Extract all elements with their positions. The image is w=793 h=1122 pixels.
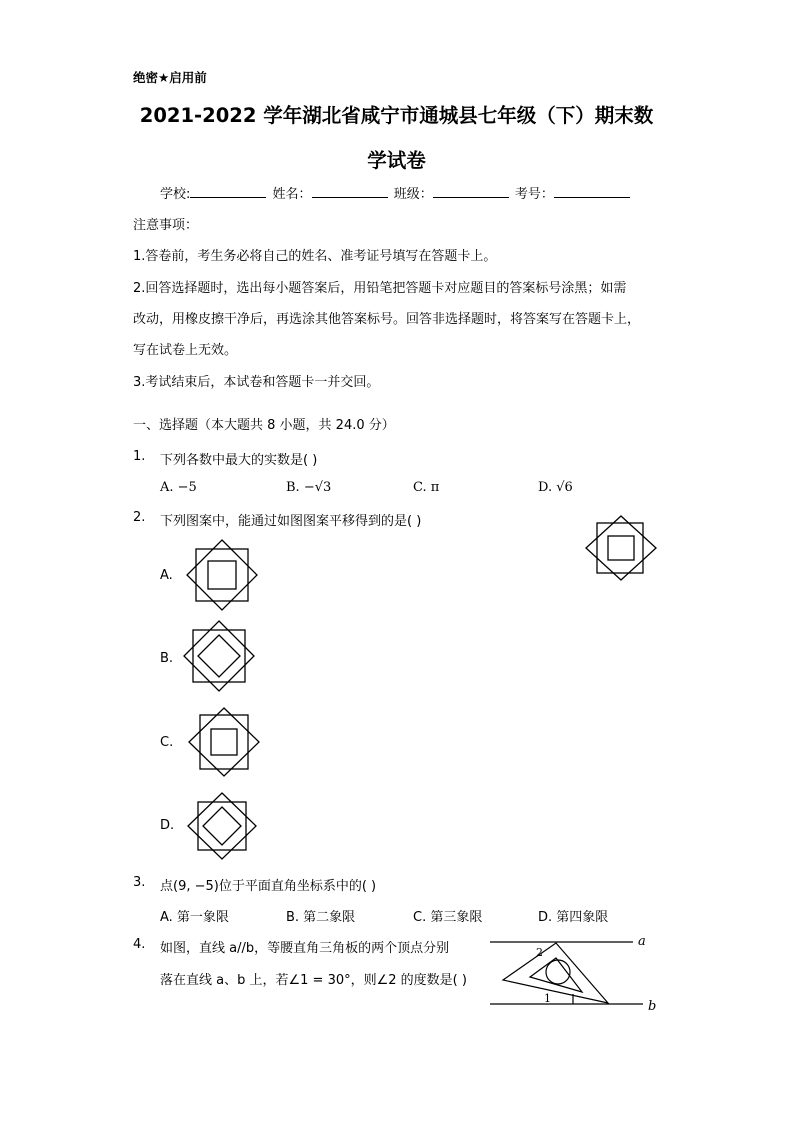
question-text: 点(9, −5)位于平面直角坐标系中的( ): [160, 879, 377, 894]
notice-heading: 注意事项：: [133, 218, 199, 233]
option-b: B. 第二象限: [286, 910, 356, 925]
option-c: C.: [160, 735, 174, 750]
name-blank: [312, 185, 388, 198]
question-text: 下列图案中，能通过如图图案平移得到的是( ): [160, 514, 422, 529]
question-text: 下列各数中最大的实数是( ): [160, 453, 318, 468]
class-blank: [433, 185, 509, 198]
option-d: D. √6: [538, 480, 573, 495]
reference-pattern-figure: [586, 516, 658, 580]
question-text: 落在直线 a、b 上，若∠1 = 30°，则∠2 的度数是( ): [160, 973, 467, 988]
option-c: C. 第三象限: [413, 910, 483, 925]
option-a: A. −5: [160, 480, 197, 495]
number-blank: [554, 185, 630, 198]
school-label: 学校:: [160, 187, 191, 202]
notice-item: 改动，用橡皮擦干净后，再选涂其他答案标号。回答非选择题时，将答案写在答题卡上，: [133, 312, 641, 327]
student-info-row: [160, 183, 632, 202]
notice-item: 3.考试结束后，本试卷和答题卡一并交回。: [133, 375, 380, 390]
option-a-pattern: [187, 540, 257, 610]
option-d: D. 第四象限: [538, 910, 609, 925]
notice-item: 2.回答选择题时，选出每小题答案后，用铅笔把答题卡对应题目的答案标号涂黑；如需: [133, 281, 627, 296]
parallel-lines-triangle-figure: [488, 930, 663, 1012]
confidential-seal: 绝密★启用前: [133, 70, 207, 85]
question-number: 3.: [133, 875, 146, 890]
exam-title-line1: 2021-2022 学年湖北省咸宁市通城县七年级（下）期末数: [139, 104, 654, 127]
option-a: A. 第一象限: [160, 910, 229, 925]
option-b: B.: [160, 651, 174, 666]
notice-item: 写在试卷上无效。: [133, 343, 238, 358]
angle-1-label: 1: [544, 992, 551, 1005]
angle-2-label: 2: [536, 946, 543, 959]
option-d: D.: [160, 818, 175, 833]
exam-title-line2: 学试卷: [367, 149, 426, 172]
option-a: A.: [160, 568, 173, 583]
section-heading: 一、选择题（本大题共 8 小题，共 24.0 分）: [133, 418, 395, 433]
name-label: 姓名：: [272, 187, 312, 202]
question-number: 2.: [133, 510, 146, 525]
line-b-label: b: [648, 999, 657, 1014]
option-b: B. −√3: [286, 480, 332, 495]
option-d-pattern: [188, 793, 256, 859]
class-label: 班级：: [393, 187, 433, 202]
question-number: 4.: [133, 937, 146, 952]
school-blank: [190, 185, 266, 198]
number-label: 考号：: [514, 187, 554, 202]
option-b-pattern: [184, 621, 254, 691]
line-a-label: a: [638, 934, 646, 949]
question-number: 1.: [133, 449, 146, 464]
question-text: 如图，直线 a//b，等腰直角三角板的两个顶点分别: [160, 941, 450, 956]
option-c: C. π: [413, 480, 440, 495]
notice-item: 1.答卷前，考生务必将自己的姓名、准考证号填写在答题卡上。: [133, 249, 497, 264]
option-c-pattern: [189, 708, 259, 776]
